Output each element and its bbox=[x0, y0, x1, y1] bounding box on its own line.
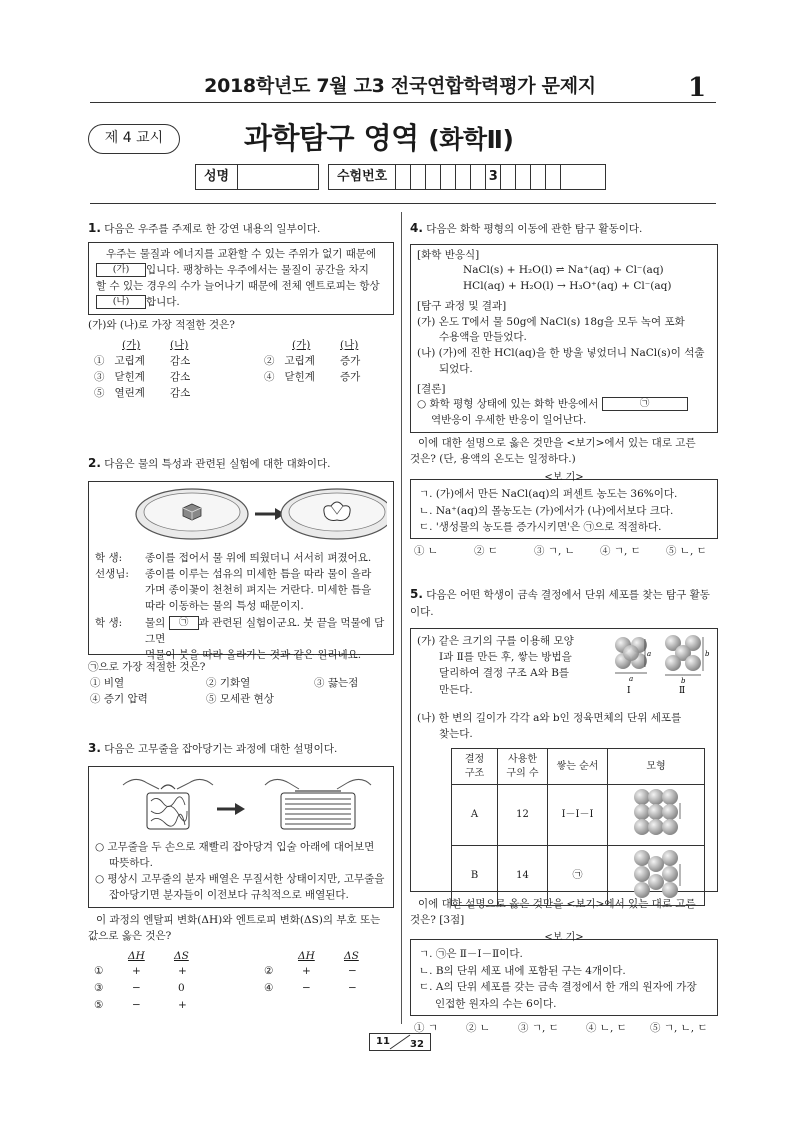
q5-label-b: b bbox=[681, 676, 686, 685]
q2-dialogue-2-cont: 따라 이동하는 물의 특성 때문이지. bbox=[145, 600, 304, 613]
q2-choice-3[interactable]: ③ 끓는점 bbox=[314, 676, 359, 689]
rubber-band-illustration bbox=[95, 771, 387, 835]
exam-number-field[interactable] bbox=[328, 164, 606, 190]
exam-number-cell bbox=[426, 165, 441, 189]
q5-label-a: a bbox=[647, 649, 652, 658]
question-2 bbox=[88, 454, 394, 711]
q1-blank-b: (나) bbox=[96, 295, 146, 309]
name-label: 성명 bbox=[196, 165, 238, 189]
q3-bullet-1-cont: 따뜻하다. bbox=[109, 856, 153, 869]
page-current: 11 bbox=[376, 1036, 390, 1047]
exam-number-cell bbox=[561, 165, 605, 189]
q1-choice-4[interactable]: ④ 닫힌계 증가 bbox=[264, 370, 361, 383]
q5-step-a-cont: 만든다. bbox=[439, 683, 473, 696]
header-divider bbox=[90, 203, 716, 204]
q5-number: 5. bbox=[410, 587, 423, 601]
page-indicator bbox=[369, 1033, 431, 1051]
q5-label-a: a bbox=[629, 674, 634, 683]
q5-choices bbox=[410, 1020, 718, 1038]
q3-question: 이 과정의 엔탈피 변화(ΔH)와 엔트로피 변화(ΔS)의 부호 또는 bbox=[96, 913, 381, 926]
page-total: 32 bbox=[410, 1039, 424, 1050]
q3-choice-3[interactable]: ③ − 0 bbox=[94, 982, 185, 995]
exam-number-cell bbox=[471, 165, 486, 189]
question-4 bbox=[410, 219, 718, 561]
q4-choice-1[interactable]: ① ㄴ bbox=[414, 545, 438, 558]
q4-conclusion: ○ 화학 평형 상태에 있는 화학 반응에서 ㉠ bbox=[417, 397, 711, 413]
q4-step-a: (가) 온도 T에서 물 50g에 NaCl(s) 18g을 모두 녹여 포화 bbox=[417, 315, 685, 328]
q2-choice-1[interactable]: ① 비열 bbox=[90, 676, 125, 689]
q4-activity-box bbox=[410, 244, 718, 433]
q2-choice-5[interactable]: ⑤ 모세관 현상 bbox=[206, 692, 274, 705]
question-3 bbox=[88, 739, 394, 1018]
q3-col-s-header: ΔS bbox=[174, 950, 189, 963]
model-b-image bbox=[608, 845, 705, 906]
q4-stem: 다음은 화학 평형의 이동에 관한 탐구 활동이다. bbox=[426, 223, 643, 235]
q1-col-a-header: (가) bbox=[122, 338, 141, 351]
q5-stem: 다음은 어떤 학생이 금속 결정에서 단위 세포를 찾는 탐구 활동이다. bbox=[410, 589, 710, 618]
table-row: B 14 ㉠ bbox=[452, 845, 705, 906]
table-row: A 12 Ⅰ－Ⅰ－Ⅰ bbox=[452, 785, 705, 846]
period-badge: 제 4 교시 bbox=[88, 124, 180, 154]
q1-box-line: 우주는 물질과 에너지를 교환할 수 있는 주위가 없기 때문에 bbox=[106, 247, 377, 260]
q5-bogi-item-cont: 인접한 원자의 수는 6이다. bbox=[435, 998, 557, 1011]
page-number: 1 bbox=[688, 73, 707, 103]
q3-choice-1[interactable]: ① + + bbox=[94, 965, 187, 978]
q5-choice-1[interactable]: ① ㄱ bbox=[414, 1022, 438, 1035]
q3-choice-4[interactable]: ④ − − bbox=[264, 982, 357, 995]
column-divider bbox=[401, 212, 402, 1024]
q2-stem: 다음은 물의 특성과 관련된 실험에 대한 대화이다. bbox=[104, 458, 331, 470]
q4-step-b: (나) (가)에 진한 HCl(aq)을 한 방울 넣었더니 NaCl(s)이 석출 bbox=[417, 347, 705, 360]
q3-col-h-header: ΔH bbox=[128, 950, 145, 963]
th-structure: 결정 구조 bbox=[452, 749, 498, 785]
q4-step-a-cont: 수용액을 만들었다. bbox=[439, 331, 527, 344]
q3-choice-5[interactable]: ⑤ − + bbox=[94, 999, 187, 1012]
th-sphere-count: 사용한 구의 수 bbox=[498, 749, 548, 785]
exam-number-cell bbox=[411, 165, 426, 189]
q2-dialogue-1: 학 생: 종이를 접어서 물 위에 띄웠더니 서서히 펴졌어요. bbox=[95, 551, 372, 564]
q5-bogi-item: ㄷ. A의 단위 세포를 갖는 금속 결정에서 한 개의 원자에 가장 bbox=[419, 981, 697, 994]
q5-step-b: (나) 한 변의 길이가 각각 a와 b인 정육면체의 단위 세포를 bbox=[417, 711, 682, 724]
subject-main: 과학탐구 영역 bbox=[244, 121, 419, 155]
exam-number-cell bbox=[456, 165, 471, 189]
crystal-structure-table bbox=[451, 748, 705, 906]
q1-box-line: 합니다. bbox=[146, 296, 180, 309]
exam-number-cell bbox=[531, 165, 546, 189]
q5-choice-2[interactable]: ② ㄴ bbox=[466, 1022, 490, 1035]
q1-blank-a: (가) bbox=[96, 263, 146, 277]
q4-choice-3[interactable]: ③ ㄱ, ㄴ bbox=[534, 545, 575, 558]
q4-section-procedure: [탐구 과정 및 결과] bbox=[417, 299, 507, 312]
q1-box-line: 할 수 있는 경우의 수가 늘어나기 때문에 전체 엔트로피는 항상 bbox=[96, 280, 380, 293]
q2-blank: ㉠ bbox=[169, 616, 199, 630]
q5-label-b: b bbox=[705, 649, 710, 658]
q5-bogi-title: <보 기> bbox=[544, 932, 584, 944]
q3-col-h-header: ΔH bbox=[298, 950, 315, 963]
q4-bogi-box bbox=[410, 479, 718, 539]
q4-choice-4[interactable]: ④ ㄱ, ㄷ bbox=[600, 545, 641, 558]
q4-question: 이에 대한 설명으로 옳은 것만을 <보기>에서 있는 대로 고른 bbox=[418, 436, 696, 449]
q5-step-b-cont: 찾는다. bbox=[439, 728, 473, 741]
q4-section-reaction: [화학 반응식] bbox=[417, 248, 480, 261]
q1-number: 1. bbox=[88, 221, 101, 235]
q1-question: (가)와 (나)로 가장 적절한 것은? bbox=[88, 318, 235, 331]
q3-description-box bbox=[88, 766, 394, 908]
q4-question-cont: 것은? (단, 용액의 온도는 일정하다.) bbox=[410, 453, 576, 466]
exam-number-label: 수험번호 bbox=[329, 165, 396, 189]
q4-bogi-item: ㄴ. Na⁺(aq)의 몰농도는 (가)에서가 (나)에서보다 크다. bbox=[419, 504, 674, 517]
q1-choices bbox=[88, 337, 394, 419]
q3-stem: 다음은 고무줄을 잡아당기는 과정에 대한 설명이다. bbox=[104, 743, 338, 755]
q5-step-a-cont: Ⅰ과 Ⅱ를 만든 후, 쌓는 방법을 bbox=[439, 651, 572, 664]
q2-choice-2[interactable]: ② 기화열 bbox=[206, 676, 251, 689]
q4-blank: ㉠ bbox=[602, 397, 688, 411]
q1-col-a-header: (가) bbox=[292, 338, 311, 351]
q5-activity-box bbox=[410, 628, 718, 892]
q5-choice-3[interactable]: ③ ㄱ, ㄷ bbox=[518, 1022, 559, 1035]
petri-dish-illustration bbox=[95, 486, 387, 544]
q2-dialogue-box bbox=[88, 481, 394, 662]
q5-step-a: (가) 같은 크기의 구를 이용해 모양 bbox=[417, 634, 574, 647]
q1-col-b-header: (나) bbox=[170, 338, 189, 351]
exam-title: 2018학년도 7월 고3 전국연합학력평가 문제지 bbox=[204, 75, 596, 97]
q4-choices bbox=[410, 543, 718, 561]
q2-dialogue-3-cont: 먹물이 붓을 따라 올라가는 것과 같은 원리네요. bbox=[145, 649, 362, 662]
q1-lecture-box bbox=[88, 242, 394, 315]
q4-number: 4. bbox=[410, 221, 423, 235]
q4-bogi-item: ㄷ. '생성물의 농도를 증가시키면'은 ㉠으로 적절하다. bbox=[419, 521, 662, 534]
q5-question: 이에 대한 설명으로 옳은 것만을 <보기>에서 있는 대로 고른 bbox=[418, 897, 696, 910]
q1-col-b-header: (나) bbox=[340, 338, 359, 351]
subject-title bbox=[244, 116, 513, 161]
q2-choices bbox=[88, 675, 394, 711]
sphere-layer-shapes bbox=[611, 635, 715, 695]
question-1 bbox=[88, 219, 394, 419]
q5-choice-5[interactable]: ⑤ ㄱ, ㄴ, ㄷ bbox=[650, 1022, 708, 1035]
q4-conclusion-cont: 역반응이 우세한 반응이 일어난다. bbox=[431, 414, 587, 427]
q3-bullet-2-cont: 잡아당기면 분자들이 이전보다 규칙적으로 배열된다. bbox=[109, 889, 349, 902]
q4-equation-1: NaCl(s) + H₂O(l) ⇌ Na⁺(aq) + Cl⁻(aq) bbox=[463, 264, 664, 277]
exam-number-cell bbox=[516, 165, 531, 189]
q3-choices bbox=[88, 948, 394, 1018]
q5-choice-4[interactable]: ④ ㄴ, ㄷ bbox=[586, 1022, 627, 1035]
q1-stem: 다음은 우주를 주제로 한 강연 내용의 일부이다. bbox=[104, 223, 321, 235]
name-field[interactable] bbox=[195, 164, 319, 190]
q2-dialogue-2-cont: 가며 종이꽃이 천천히 펴지는 거란다. 미세한 틈을 bbox=[145, 584, 372, 597]
q2-dialogue-2: 선생님: 종이를 이루는 섬유의 미세한 틈을 따라 물이 올라 bbox=[95, 567, 372, 580]
q3-number: 3. bbox=[88, 741, 101, 755]
q2-choice-4[interactable]: ④ 증기 압력 bbox=[90, 692, 148, 705]
q3-bullet-1: ○ 고무줄을 두 손으로 재빨리 잡아당겨 입술 아래에 대어보면 bbox=[95, 840, 375, 853]
q1-choice-2[interactable]: ② 고립계 증가 bbox=[264, 354, 361, 367]
q1-choice-3[interactable]: ③ 닫힌계 감소 bbox=[94, 370, 191, 383]
q5-step-a-cont: 달리하여 결정 구조 A와 B를 bbox=[439, 667, 570, 680]
q2-number: 2. bbox=[88, 456, 101, 470]
q4-equation-2: HCl(aq) + H₂O(l) → H₃O⁺(aq) + Cl⁻(aq) bbox=[463, 280, 672, 293]
exam-number-cell bbox=[546, 165, 561, 189]
exam-number-cell: 3 bbox=[486, 165, 501, 189]
q5-shape-label-1: Ⅰ bbox=[627, 685, 631, 695]
q3-question-cont: 값으로 옳은 것은? bbox=[88, 929, 172, 942]
q4-choice-5[interactable]: ⑤ ㄴ, ㄷ bbox=[666, 545, 707, 558]
q5-question-cont: 것은? [3점] bbox=[410, 914, 465, 927]
exam-number-cell bbox=[396, 165, 411, 189]
q2-dialogue-3: 학 생: 물의 ㉠ 과 관련된 실험이군요. 붓 끝을 먹물에 담그면 bbox=[95, 616, 385, 645]
th-model: 모형 bbox=[608, 749, 705, 785]
question-5 bbox=[410, 585, 718, 1038]
q5-bogi-box bbox=[410, 939, 718, 1016]
subject-sub: (화학Ⅱ) bbox=[428, 125, 514, 154]
q4-choice-2[interactable]: ② ㄷ bbox=[474, 545, 498, 558]
q4-section-conclusion: [결론] bbox=[417, 382, 446, 395]
model-a-image bbox=[608, 785, 705, 846]
q5-bogi-item: ㄱ. ㉠은 Ⅱ－Ⅰ－Ⅱ이다. bbox=[419, 947, 523, 960]
header-rule bbox=[90, 102, 716, 103]
th-stack-order: 쌓는 순서 bbox=[548, 749, 608, 785]
q3-choice-2[interactable]: ② + − bbox=[264, 965, 357, 978]
q4-step-b-cont: 되었다. bbox=[439, 362, 473, 375]
q3-bullet-2: ○ 평상시 고무줄의 분자 배열은 무질서한 상태이지만, 고무줄을 bbox=[95, 873, 385, 886]
q3-col-s-header: ΔS bbox=[344, 950, 359, 963]
q1-choice-5[interactable]: ⑤ 열린계 감소 bbox=[94, 386, 191, 399]
q4-bogi-title: <보 기> bbox=[544, 472, 584, 484]
q2-question: ㉠으로 가장 적절한 것은? bbox=[88, 660, 206, 673]
q4-bogi-item: ㄱ. (가)에서 만든 NaCl(aq)의 퍼센트 농도는 36%이다. bbox=[419, 487, 678, 500]
exam-number-cell bbox=[441, 165, 456, 189]
q5-bogi-item: ㄴ. B의 단위 세포 내에 포함된 구는 4개이다. bbox=[419, 964, 626, 977]
q1-choice-1[interactable]: ① 고립계 감소 bbox=[94, 354, 191, 367]
q5-shape-label-2: Ⅱ bbox=[679, 685, 686, 695]
exam-number-cell bbox=[501, 165, 516, 189]
q1-box-line: 입니다. 팽창하는 우주에서는 물질이 공간을 차지 bbox=[146, 263, 369, 276]
